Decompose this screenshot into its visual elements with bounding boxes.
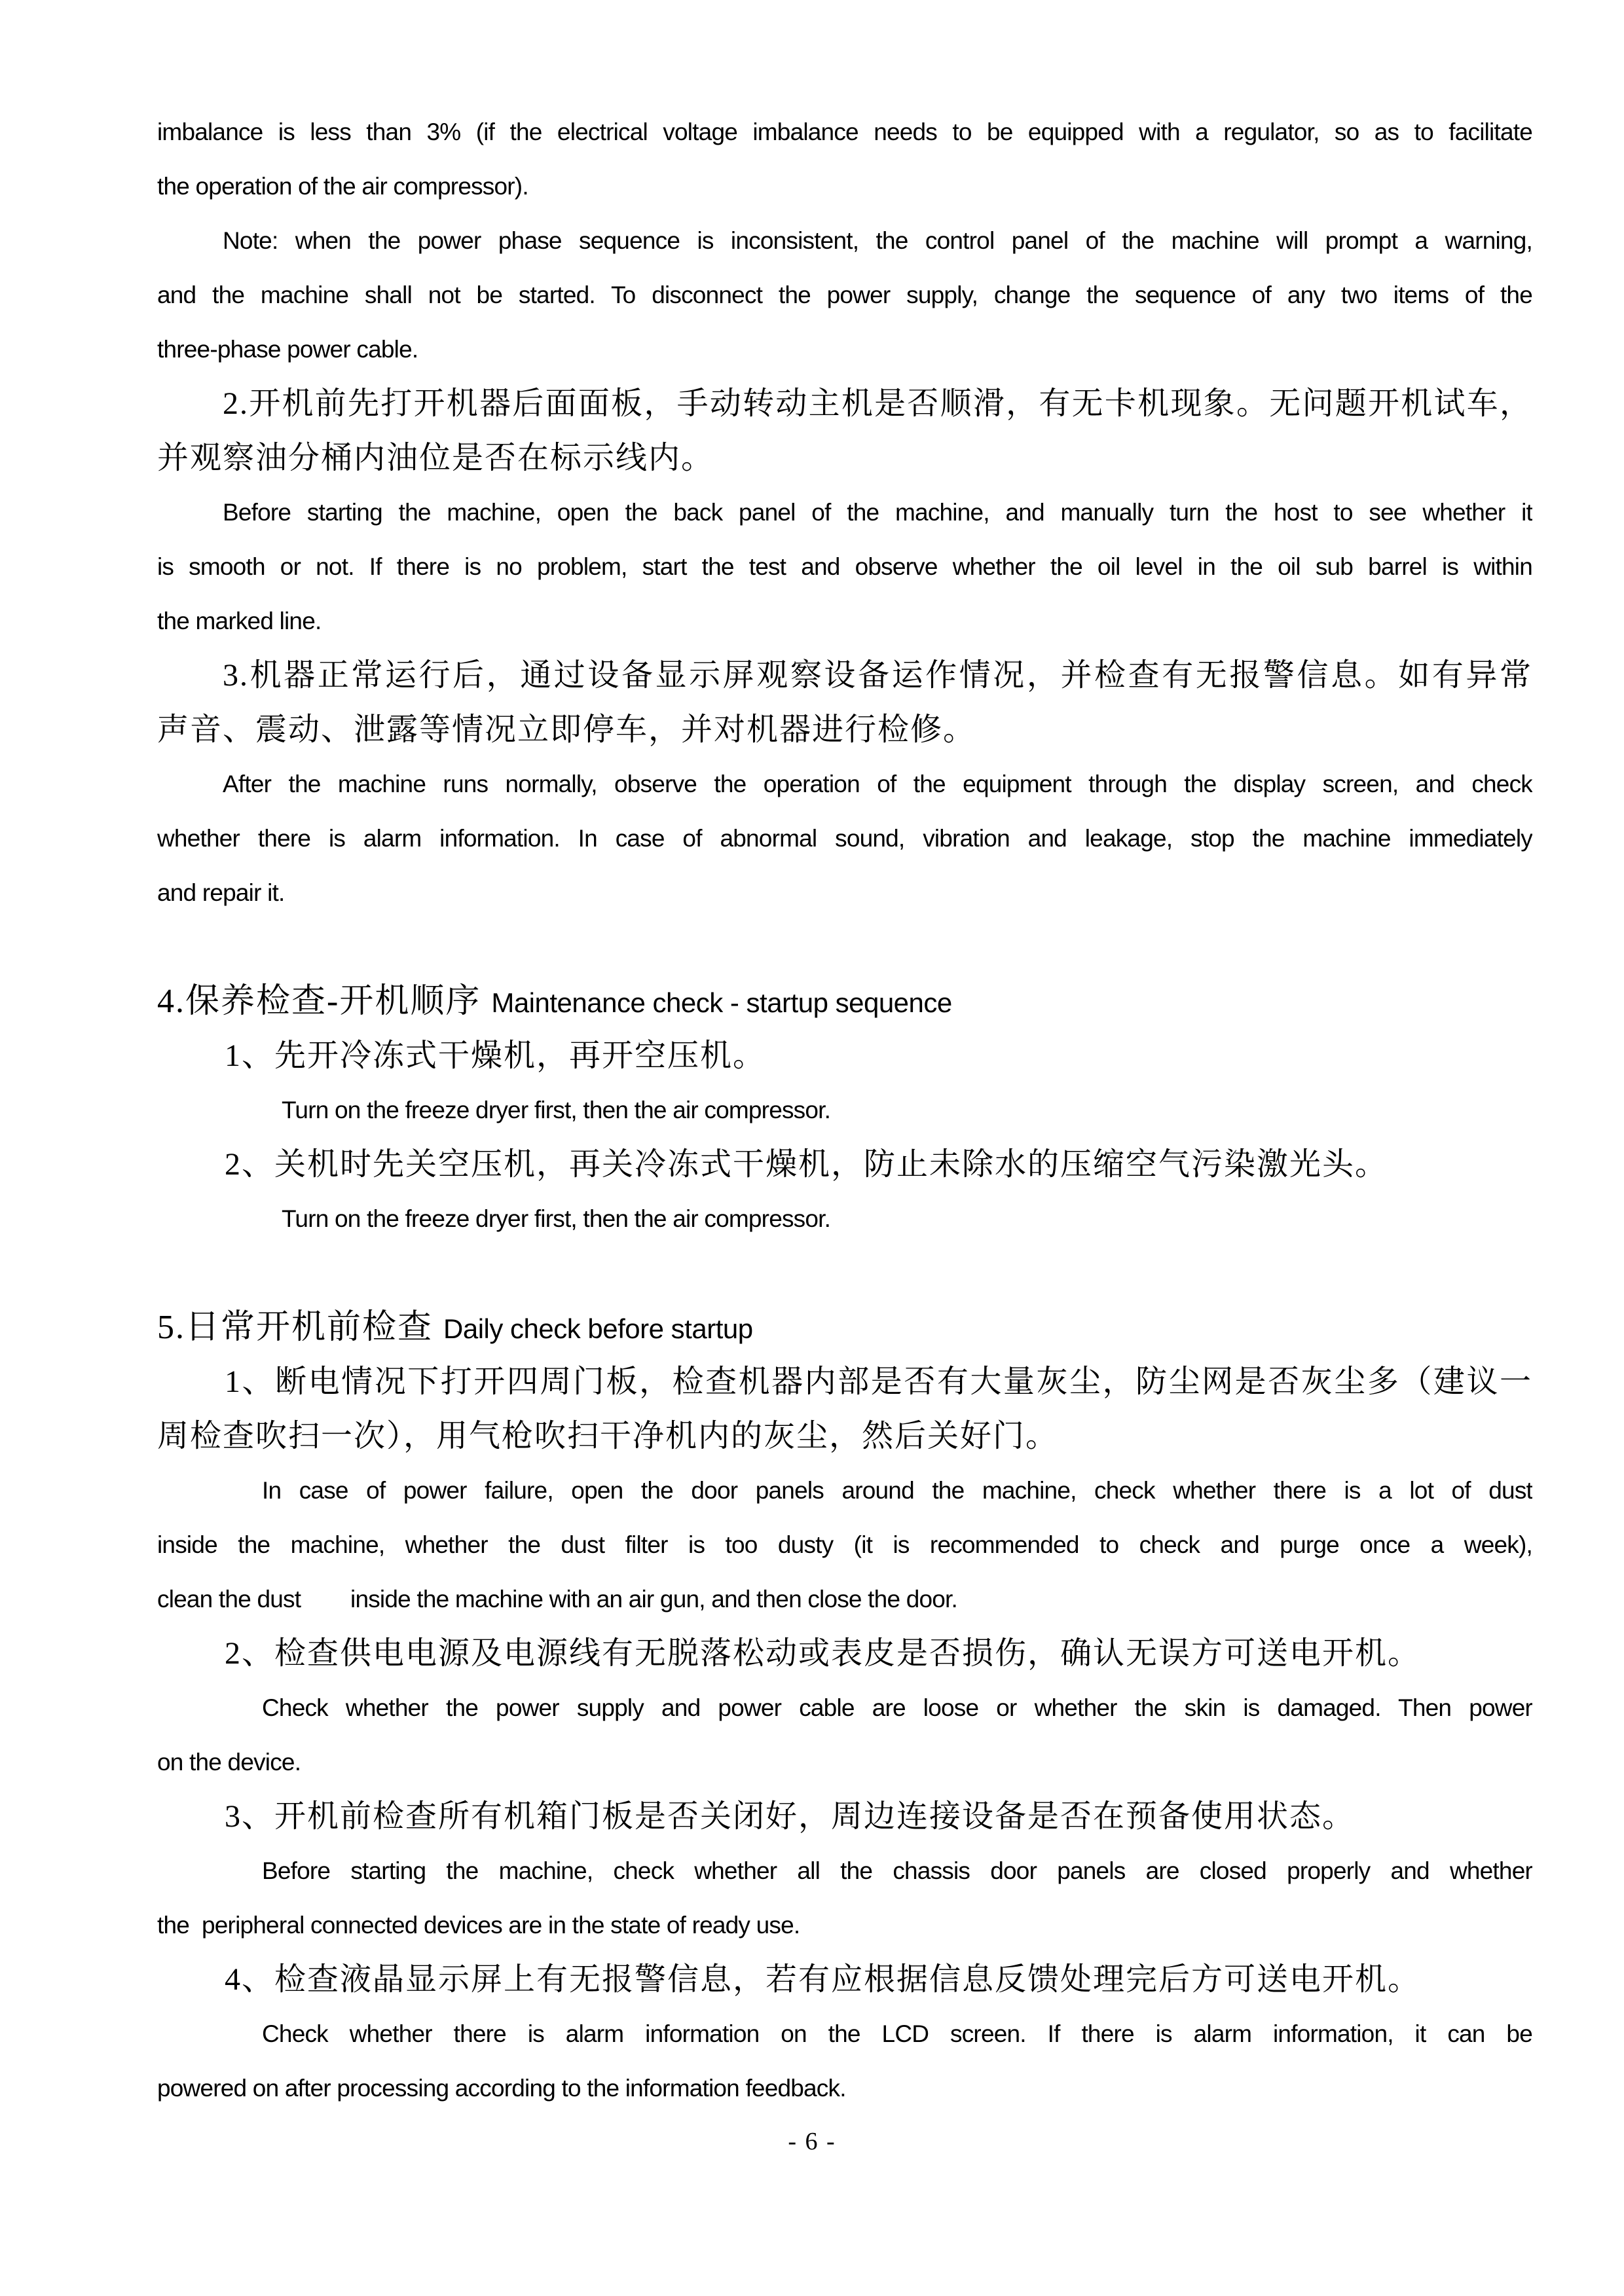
doc-line-21-sub2-en: Turn on the freeze dryer first, then the air compressor. xyxy=(282,1205,831,1232)
doc-line-26-sub1-en: In case of power failure, open the door panels around the machine, check whether there is a lot of dust xyxy=(262,1477,1532,1504)
document-content xyxy=(157,0,1532,2115)
page-number: - 6 - xyxy=(788,2128,836,2155)
doc-line-30-sub2-en: Check whether the power supply and power cable are loose or whether the skin is damaged. Then power xyxy=(262,1694,1532,1721)
doc-line-34-sub3-en: the peripheral connected devices are in the state of ready use. xyxy=(157,1912,800,1939)
doc-line-06-item2-zh: 2.开机前先打开机器后面面板，手动转动主机是否顺滑，有无卡机现象。无问题开机试车， xyxy=(223,386,1532,421)
doc-line-14-item3-en: whether there is alarm information. In case of abnormal sound, vibration and leakage, stop the machine immediately xyxy=(157,825,1532,852)
doc-line-10-item2-en: the marked line. xyxy=(157,608,322,634)
doc-line-36-sub4-en: Check whether there is alarm information on the LCD screen. If there is alarm information, it can be xyxy=(262,2020,1532,2047)
blank-line xyxy=(157,920,1532,974)
doc-line-13-item3-en: After the machine runs normally, observe the operation of the equipment through the display screen, and check xyxy=(223,771,1532,797)
doc-line-33-sub3-en: Before starting the machine, check whether all the chassis door panels are closed properly and whether xyxy=(262,1857,1532,1884)
doc-line-27-sub1-en: inside the machine, whether the dust filter is too dusty (it is recommended to check and purge once a week), xyxy=(157,1531,1532,1558)
section-5-heading-zh: 5.日常开机前检查 xyxy=(157,1309,434,1346)
doc-line-19-sub1-en: Turn on the freeze dryer first, then the air compressor. xyxy=(282,1097,831,1123)
section-5-heading-en: Daily check before startup xyxy=(443,1313,753,1344)
doc-line-28-sub1-en: clean the dust inside the machine with an air gun, and then close the door. xyxy=(157,1586,957,1613)
doc-line-25-sub1-zh: 周检查吹扫一次），用气枪吹扫干净机内的灰尘，然后关好门。 xyxy=(157,1419,1059,1453)
doc-line-01: imbalance is less than 3% (if the electrical voltage imbalance needs to be equipped with a regulator, so as to facilitate xyxy=(157,118,1532,145)
doc-line-29-sub2-zh: 2、检查供电电源及电源线有无脱落松动或表皮是否损伤，确认无误方可送电开机。 xyxy=(225,1636,1421,1671)
doc-line-32-sub3-zh: 3、开机前检查所有机箱门板是否关闭好，周边连接设备是否在预备使用状态。 xyxy=(225,1799,1356,1834)
section-5-heading xyxy=(157,1300,1532,1355)
doc-line-20-sub2-zh: 2、关机时先关空压机，再关冷冻式干燥机，防止未除水的压缩空气污染激光头。 xyxy=(225,1147,1388,1182)
doc-line-37-sub4-en: powered on after processing according to the information feedback. xyxy=(157,2075,846,2102)
doc-line-08-item2-en: Before starting the machine, open the back panel of the machine, and manually turn the host to see whether it xyxy=(223,499,1532,526)
doc-line-03-note: Note: when the power phase sequence is inconsistent, the control panel of the machine will prompt a warning, xyxy=(223,227,1532,254)
doc-line-07-item2-zh: 并观察油分桶内油位是否在标示线内。 xyxy=(157,441,714,475)
doc-line-04: and the machine shall not be started. To disconnect the power supply, change the sequence of any two items of the xyxy=(157,282,1532,308)
doc-line-09-item2-en: is smooth or not. If there is no problem, start the test and observe whether the oil level in the oil sub barrel is within xyxy=(157,553,1532,580)
doc-line-12-item3-zh: 声音、震动、泄露等情况立即停车，并对机器进行检修。 xyxy=(157,712,976,747)
section-4-heading-zh: 4.保养检查-开机顺序 xyxy=(157,983,481,1020)
doc-line-24-sub1-zh: 1、断电情况下打开四周门板，检查机器内部是否有大量灰尘，防尘网是否灰尘多（建议一 xyxy=(225,1364,1532,1399)
section-4-heading-en: Maintenance check - startup sequence xyxy=(491,987,952,1018)
section-4-heading xyxy=(157,974,1532,1029)
blank-line xyxy=(157,1246,1532,1300)
doc-line-05: three-phase power cable. xyxy=(157,336,418,363)
doc-line-18-sub1-zh: 1、先开冷冻式干燥机，再开空压机。 xyxy=(225,1038,766,1073)
doc-line-02: the operation of the air compressor). xyxy=(157,173,528,200)
doc-line-31-sub2-en: on the device. xyxy=(157,1749,301,1776)
doc-line-15-item3-en: and repair it. xyxy=(157,879,285,906)
doc-line-35-sub4-zh: 4、检查液晶显示屏上有无报警信息，若有应根据信息反馈处理完后方可送电开机。 xyxy=(225,1962,1421,1997)
doc-line-11-item3-zh: 3.机器正常运行后，通过设备显示屏观察设备运作情况，并检查有无报警信息。如有异常 xyxy=(223,658,1532,693)
